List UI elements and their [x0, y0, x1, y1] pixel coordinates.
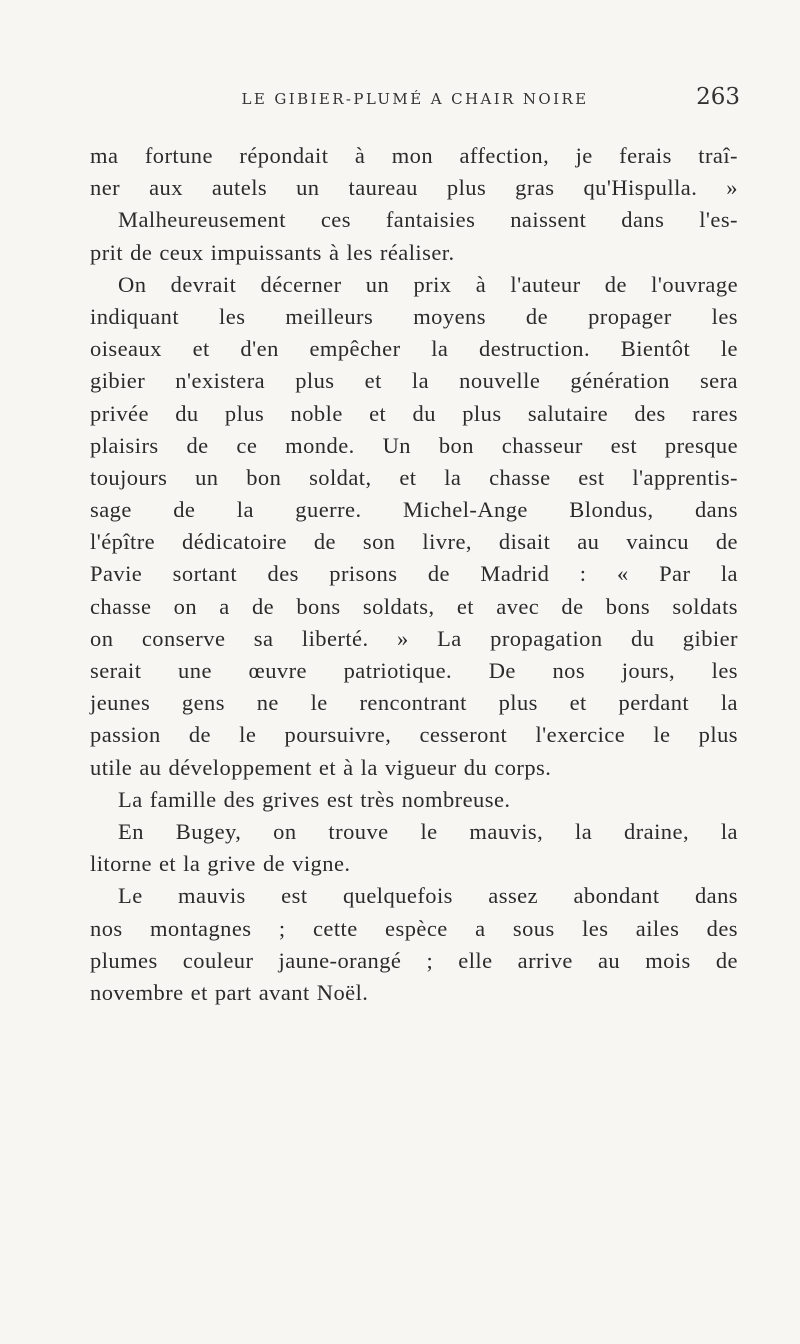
text-line: plaisirs de ce monde. Un bon chasseur est presque: [90, 432, 738, 458]
text-line: prit de ceux impuissants à les réaliser.: [90, 239, 455, 265]
running-head: [90, 86, 740, 116]
text-line: serait une œuvre patriotique. De nos jours, les: [90, 658, 738, 683]
text-line: nos montagnes ; cette espèce a sous les ailes des: [90, 915, 738, 941]
text-line: ma fortune répondait à mon affection, je ferais traî-: [90, 143, 738, 168]
text-line: indiquant les meilleurs moyens de propager les: [90, 303, 738, 329]
text-line: Pavie sortant des prisons de Madrid : « Par la: [90, 561, 738, 587]
text-line: gibier n'existera plus et la nouvelle génération sera: [90, 368, 738, 394]
text-line: sage de la guerre. Michel-Ange Blondus, dans: [90, 497, 738, 523]
text-line: En Bugey, on trouve le mauvis, la draine, la: [118, 818, 738, 844]
text-line: privée du plus noble et du plus salutaire des rares: [90, 400, 738, 426]
text-line: Malheureusement ces fantaisies naissent dans l'es-: [118, 207, 738, 233]
text-line: ner aux autels un taureau plus gras qu'Hispulla. »: [90, 175, 738, 201]
text-line: Le mauvis est quelquefois assez abondant dans: [118, 883, 738, 909]
text-line: La famille des grives est très nombreuse.: [118, 786, 511, 812]
text-line: l'épître dédicatoire de son livre, disait au vaincu de: [90, 529, 738, 555]
text-line: utile au développement et à la vigueur du corps.: [90, 754, 552, 780]
text-line: plumes couleur jaune-orangé ; elle arrive au mois de: [90, 947, 738, 973]
text-line: novembre et part avant Noël.: [90, 979, 369, 1005]
text-line: chasse on a de bons soldats, et avec de bons soldats: [90, 593, 738, 619]
text-line: litorne et la grive de vigne.: [90, 851, 351, 877]
text-line: jeunes gens ne le rencontrant plus et perdant la: [90, 690, 738, 716]
text-line: passion de le poursuivre, cesseront l'exercice le plus: [90, 722, 738, 748]
body-text: [90, 140, 738, 1009]
text-line: On devrait décerner un prix à l'auteur de l'ouvrage: [118, 271, 738, 297]
text-line: on conserve sa liberté. » La propagation du gibier: [90, 625, 738, 651]
text-line: oiseaux et d'en empêcher la destruction. Bientôt le: [90, 336, 738, 362]
running-title: LE GIBIER-PLUMÉ A CHAIR NOIRE: [241, 90, 589, 108]
page-number: 263: [696, 84, 740, 110]
text-line: toujours un bon soldat, et la chasse est l'apprentis-: [90, 464, 738, 490]
